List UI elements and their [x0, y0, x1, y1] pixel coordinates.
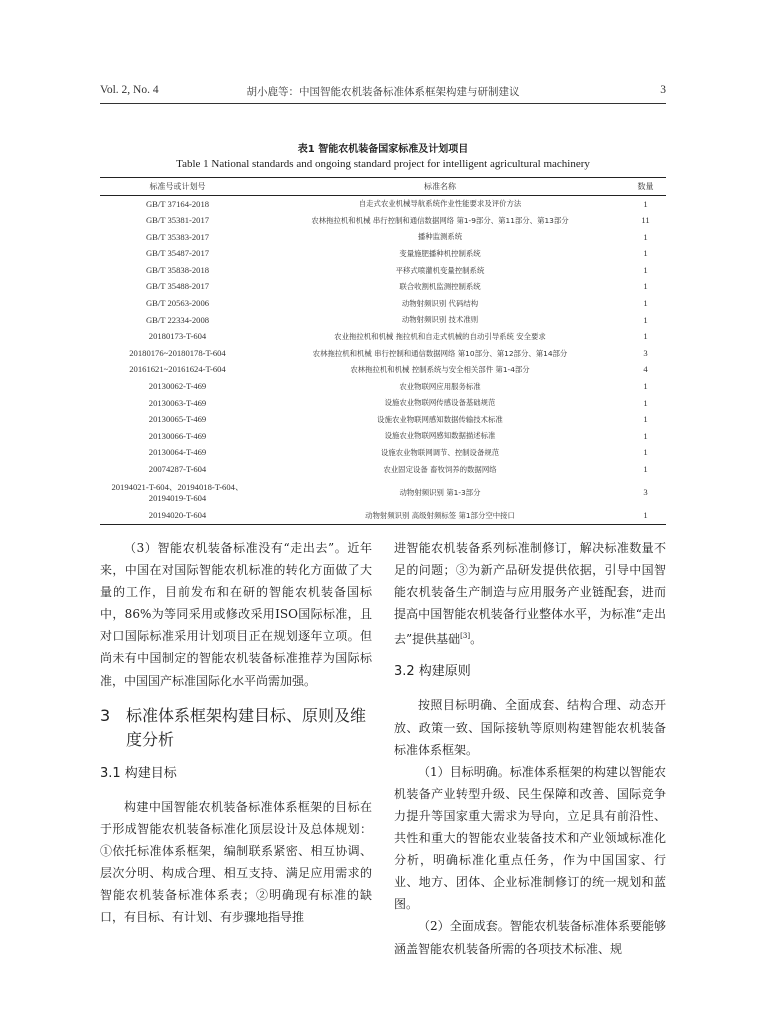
body-paragraph [394, 537, 666, 650]
standard-code: GB/T 35838-2018 [145, 264, 210, 275]
standard-code: 20161621~20161624-T-604 [129, 364, 226, 375]
standard-name: 联合收割机监测控制系统 [399, 282, 481, 292]
page-number: 3 [660, 84, 666, 96]
column-header-count: 数量 [625, 178, 666, 196]
standard-count: 1 [643, 414, 648, 425]
standard-count: 1 [643, 198, 648, 209]
standard-code: 20194020-T-604 [100, 508, 255, 525]
standard-count: 1 [643, 314, 648, 325]
body-paragraph: 按照目标明确、全面成套、结构合理、动态开放、政策一致、国际接轨等原则构建智能农机装备标准体系框架。 [394, 698, 666, 757]
standard-code: GB/T 37164-2018 [145, 198, 210, 209]
standard-name: 变量施肥播种机控制系统 [399, 248, 481, 258]
table-row [100, 278, 666, 295]
column-header-name: 标准名称 [255, 178, 625, 196]
standard-code: 20130063-T-469 [148, 397, 207, 408]
standard-name: 动物射频识别 第1-3部分 [399, 487, 481, 497]
table-row [100, 461, 666, 478]
section-heading [100, 704, 372, 752]
citation-ref: [3] [460, 632, 471, 641]
standard-code: 20130066-T-469 [148, 430, 207, 441]
standard-code: 20130064-T-469 [148, 447, 207, 458]
standard-count: 1 [643, 331, 648, 342]
standard-name: 农林拖拉机和机械 控制系统与安全相关部件 第1-4部分 [350, 365, 530, 375]
standard-code: 20130062-T-469 [148, 380, 207, 391]
table-row [100, 262, 666, 279]
table-row [100, 328, 666, 345]
standard-code: GB/T 20563-2006 [145, 297, 210, 308]
standard-code: GB/T 22334-2008 [145, 314, 210, 325]
standard-code: GB/T 35383-2017 [145, 231, 210, 242]
standard-name: 动物射频识别 高级射频标签 第1部分空中接口 [255, 508, 625, 525]
left-column [100, 537, 372, 928]
header-rule [100, 103, 666, 104]
table-caption-en: Table 1 National standards and ongoing standard project for intelligent agricultural machinery [176, 158, 590, 170]
table-row [100, 196, 666, 213]
body-paragraph: （2）全面成套。智能农机装备标准体系要能够涵盖智能农机装备所需的各项技术标准、规 [394, 919, 666, 956]
standard-name: 设施农业物联网感知数据传输技术标准 [377, 414, 503, 424]
body-paragraph: 构建中国智能农机装备标准体系框架的目标在于形成智能农机装备标准化顶层设计及总体规划：①依托标准体系框架，编制联系紧密、相互协调、层次分明、构成合理、相互支持、满足应用需求的智能农机装备标准体系表；②明确现有标准的缺口，有目标、有计划、有步骤地指导推 [100, 799, 372, 925]
table-row [100, 444, 666, 461]
standard-code: 20194021-T-604、20194018-T-604、20194019-T-604 [111, 481, 244, 503]
standard-name: 农林拖拉机和机械 串行控制和通信数据网络 第10部分、第12部分、第14部分 [312, 348, 568, 358]
table-row [100, 478, 666, 508]
table-row [100, 508, 666, 525]
standard-count: 4 [643, 364, 648, 375]
standard-count: 11 [641, 215, 650, 226]
standard-code: 20130065-T-469 [148, 414, 207, 425]
standard-count: 1 [643, 297, 648, 308]
standard-name: 农业固定设备 畜牧饲养的数据网络 [383, 464, 497, 474]
standard-name: 设施农业物联网调节、控制设备规范 [380, 448, 500, 458]
standard-count: 1 [643, 430, 648, 441]
standard-name: 设施农业物联网传感设备基础规范 [384, 398, 496, 408]
standards-table [100, 177, 666, 525]
standard-name: 播种监测系统 [417, 232, 463, 242]
paragraph-text: 进智能农机装备系列标准制修订，解决标准数量不足的问题；③为新产品研发提供依据，引导中国智能农机装备生产制造与应用服务产业链配套，进而提高中国智能农机装备行业整体水平，为标准“走出去”提供基础 [394, 541, 666, 647]
standard-name: 动物射频识别 技术准则 [401, 315, 479, 325]
standard-name: 平移式喷灌机变量控制系统 [395, 265, 485, 275]
standard-count: 3 [643, 347, 648, 358]
standard-count: 1 [643, 231, 648, 242]
standard-code: 20074287-T-604 [148, 463, 207, 474]
subsection-heading: 3.1 构建目标 [100, 765, 177, 781]
standard-count: 1 [643, 447, 648, 458]
standard-name: 动物射频识别 代码结构 [401, 298, 479, 308]
table-row [100, 411, 666, 428]
standard-count: 1 [643, 281, 648, 292]
standard-count: 3 [643, 487, 648, 498]
subsection-heading: 3.2 构建原则 [394, 664, 471, 680]
table-row [100, 395, 666, 412]
standard-name: 农林拖拉机和机械 串行控制和通信数据网络 第1-9部分、第11部分、第13部分 [311, 215, 569, 225]
table-row [100, 295, 666, 312]
right-column [394, 537, 666, 960]
standard-count: 1 [625, 508, 666, 525]
table-row [100, 312, 666, 329]
table-row [100, 345, 666, 362]
journal-volume: Vol. 2, No. 4 [100, 84, 159, 96]
table-row [100, 212, 666, 229]
standard-code: GB/T 35488-2017 [145, 281, 210, 292]
column-header-code: 标准号或计划号 [100, 178, 255, 196]
body-paragraph: （1）目标明确。标准体系框架的构建以智能农机装备产业转型升级、民生保障和改善、国际竞争力提升等国家重大需求为导向，立足具有前沿性、共性和重大的智能农业装备技术和产业领域标准化分析，明确标准化重点任务，作为中国国家、行业、地方、团体、企业标准制修订的统一规划和蓝图。 [394, 764, 666, 912]
table-caption-zh: 表1 智能农机装备国家标准及计划项目 [297, 144, 469, 155]
running-title: 胡小鹿等：中国智能农机装备标准体系框架构建与研制建议 [246, 86, 520, 98]
standard-count: 1 [643, 264, 648, 275]
standard-count: 1 [643, 463, 648, 474]
section-title: 标准体系框架构建目标、原则及维度分析 [126, 705, 367, 749]
standard-name: 农业拖拉机和机械 拖拉机和自走式机械的自动引导系统 安全要求 [334, 331, 546, 341]
standard-name: 农业物联网应用服务标准 [399, 381, 481, 391]
standard-code: 20180176~20180178-T-604 [129, 347, 226, 358]
standard-name: 自走式农业机械导航系统作业性能要求及评价方法 [358, 199, 522, 209]
table-row [100, 245, 666, 262]
standard-count: 1 [643, 380, 648, 391]
table-row [100, 378, 666, 395]
section-number: 3 [100, 705, 111, 725]
standard-code: 20180173-T-604 [148, 331, 207, 342]
table-row [100, 229, 666, 246]
standard-name: 设施农业物联网感知数据描述标准 [384, 431, 496, 441]
standard-code: GB/T 35487-2017 [145, 248, 210, 259]
table-row [100, 361, 666, 378]
running-header [100, 84, 666, 104]
table-header-row [100, 178, 666, 196]
standard-count: 1 [643, 248, 648, 259]
paragraph-end: 。 [470, 632, 483, 647]
body-paragraph: （3）智能农机装备标准没有“走出去”。近年来，中国在对国际智能农机标准的转化方面做了大量的工作，目前发布和在研的智能农机装备国标中，86%为等同采用或修改采用ISO国际标准，且对口国际标准采用计划项目正在规划逐年立项。但尚未有中国制定的智能农机装备标准推荐为国际标准，中国国产标准国际化水平尚需加强。 [100, 541, 372, 688]
standard-code: GB/T 35381-2017 [145, 215, 210, 226]
table-row [100, 428, 666, 445]
standard-count: 1 [643, 397, 648, 408]
